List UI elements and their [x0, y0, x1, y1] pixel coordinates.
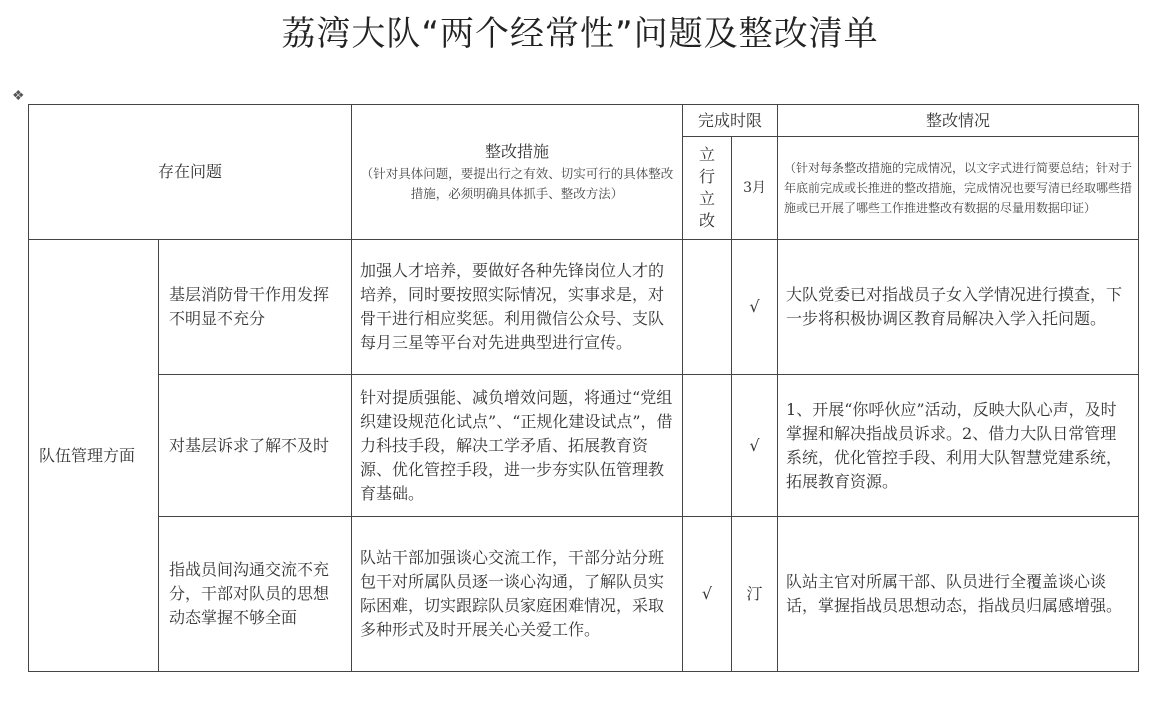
row-2-march: √: [732, 375, 778, 517]
page-title: 荔湾大队“两个经常性”问题及整改清单: [281, 14, 879, 54]
row-1-march: √: [732, 240, 778, 375]
header-status-note: （针对每条整改措施的完成情况，以文字式进行简要总结；针对于年底前完成或长推进的整改措施，完成情况也要写清已经取哪些措施或已开展了哪些工作推进整改有数据的尽量用数据印证）: [778, 137, 1139, 240]
row-3-immediate: √: [683, 517, 732, 672]
header-status-title: 整改情况: [778, 105, 1139, 137]
row-3-march: 汀: [732, 517, 778, 672]
header-immediate: [683, 137, 732, 240]
row-3-status: 队站主官对所属干部、队员进行全覆盖谈心谈话，掌握指战员思想动态，指战员归属感增强。: [778, 517, 1139, 672]
header-deadline: 完成时限: [683, 105, 778, 137]
category-cell: 队伍管理方面: [29, 240, 159, 672]
header-problem: 存在问题: [29, 105, 352, 240]
header-measure: [352, 105, 683, 240]
row-2-immediate: [683, 375, 732, 517]
header-march: 3月: [732, 137, 778, 240]
header-measure-note: （针对具体问题，要提出行之有效、切实可行的具体整改措施，必须明确具体抓手、整改方法）: [360, 166, 674, 201]
row-3-problem: 指战员间沟通交流不充分，干部对队员的思想动态掌握不够全面: [159, 517, 352, 672]
header-measure-title: 整改措施: [485, 142, 550, 161]
row-1-status: 大队党委已对指战员子女入学情况进行摸查，下一步将积极协调区教育局解决入学入托问题。: [778, 240, 1139, 375]
row-1-measure: 加强人才培养，要做好各种先锋岗位人才的培养，同时要按照实际情况，实事求是，对骨干进行相应奖惩。利用微信公众号、支队每月三星等平台对先进典型进行宣传。: [352, 240, 683, 375]
row-2-measure: 针对提质强能、减负增效问题，将通过“党组织建设规范化试点”、“正规化建设试点”，借力科技手段，解决工学矛盾、拓展教育资源、优化管控手段，进一步夯实队伍管理教育基础。: [352, 375, 683, 517]
row-2-status: 1、开展“你呼伙应”活动，反映大队心声，及时掌握和解决指战员诉求。2、借力大队日常管理系统，优化管控手段、利用大队智慧党建系统，拓展教育资源。: [778, 375, 1139, 517]
rectification-table: [28, 104, 1139, 672]
move-handle-icon[interactable]: ❖: [12, 88, 25, 104]
row-3-measure: 队站干部加强谈心交流工作，干部分站分班包干对所属队员逐一谈心沟通，了解队员实际困难，切实跟踪队员家庭困难情况，采取多种形式及时开展关心关爱工作。: [352, 517, 683, 672]
row-2-problem: 对基层诉求了解不及时: [159, 375, 352, 517]
row-1-immediate: [683, 240, 732, 375]
header-immediate-label: 立行立改: [699, 145, 716, 230]
row-1-problem: 基层消防骨干作用发挥不明显不充分: [159, 240, 352, 375]
